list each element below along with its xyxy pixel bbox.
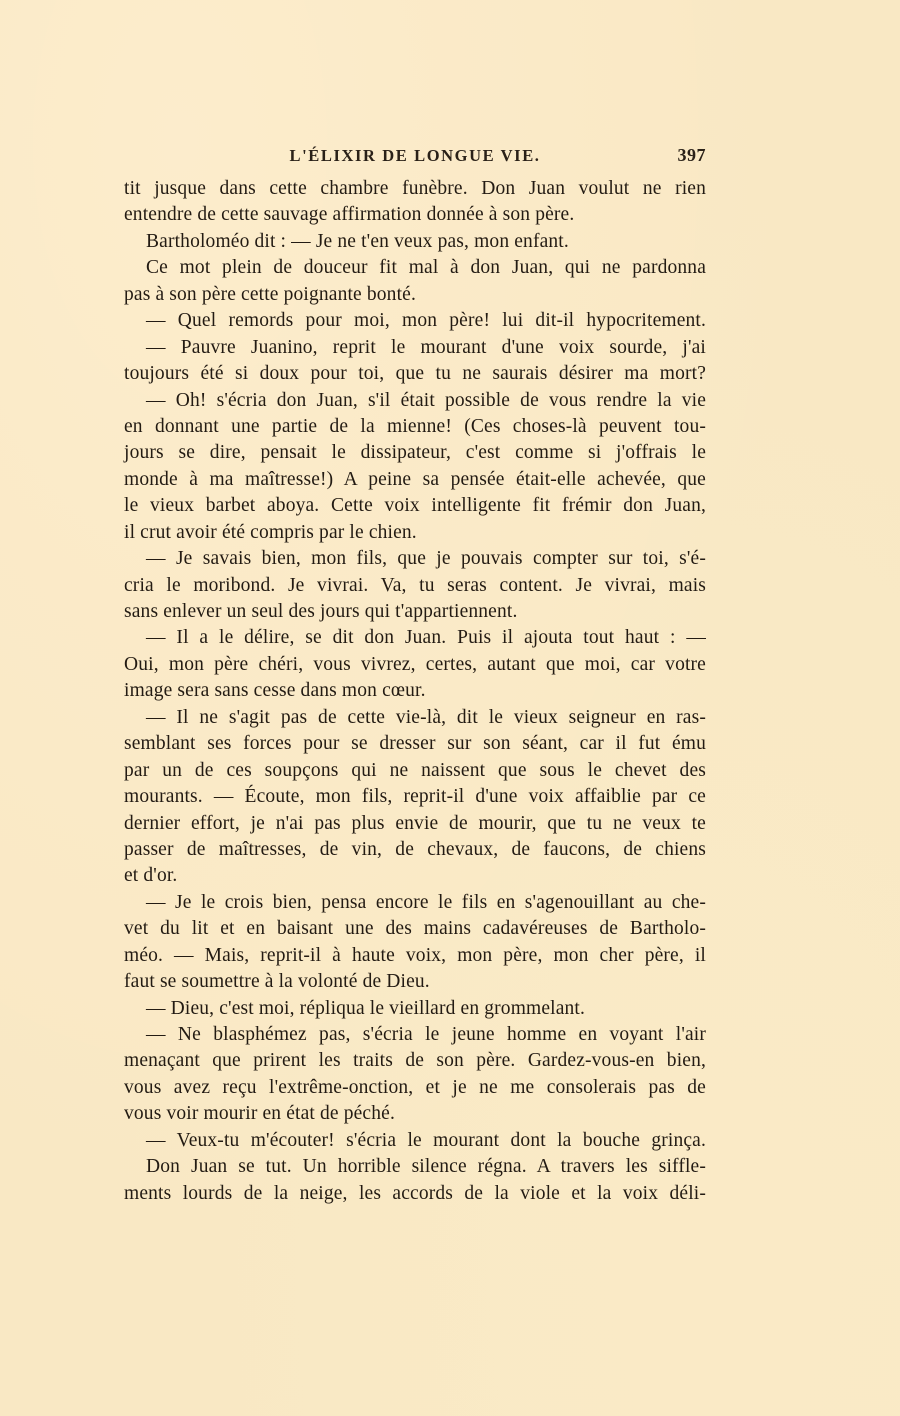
text-line: ments lourds de la neige, les accords de la viole et la voix déli-	[124, 1182, 706, 1204]
text-line: faut se soumettre à la volonté de Dieu.	[124, 971, 430, 993]
book-page	[124, 142, 706, 1207]
text-line: — Oh! s'écria don Juan, s'il était possible de vous rendre la vie	[146, 389, 706, 411]
text-line: menaçant que prirent les traits de son père. Gardez-vous-en bien,	[124, 1050, 706, 1072]
text-line: Oui, mon père chéri, vous vivrez, certes, autant que moi, car votre	[124, 653, 706, 675]
page-number: 397	[677, 145, 706, 165]
text-line: entendre de cette sauvage affirmation donnée à son père.	[124, 204, 575, 226]
text-line: Bartholoméo dit : — Je ne t'en veux pas, mon enfant.	[146, 230, 569, 252]
text-line: — Pauvre Juanino, reprit le mourant d'une voix sourde, j'ai	[146, 336, 706, 358]
text-line: — Quel remords pour moi, mon père! lui dit-il hypocritement.	[146, 310, 706, 332]
text-line: — Je savais bien, mon fils, que je pouvais compter sur toi, s'é-	[146, 548, 706, 570]
text-line: en donnant une partie de la mienne! (Ces choses-là peuvent tou-	[124, 415, 706, 437]
text-line: Ce mot plein de douceur fit mal à don Juan, qui ne pardonna	[146, 257, 706, 279]
text-line: — Veux-tu m'écouter! s'écria le mourant dont la bouche grinça.	[146, 1129, 706, 1151]
body-text	[124, 176, 706, 1207]
text-line: sans enlever un seul des jours qui t'appartiennent.	[124, 601, 518, 622]
text-line: tit jusque dans cette chambre funèbre. Don Juan voulut ne rien	[124, 178, 706, 199]
text-line: monde à ma maîtresse!) A peine sa pensée était-elle achevée, que	[124, 468, 706, 490]
running-header	[124, 142, 706, 176]
text-line: — Je le crois bien, pensa encore le fils en s'agenouillant au che-	[146, 891, 706, 913]
text-line: Don Juan se tut. Un horrible silence régna. A travers les siffle-	[146, 1156, 706, 1178]
text-line: vet du lit et en baisant une des mains cadavéreuses de Bartholo-	[124, 918, 706, 940]
text-line: — Il a le délire, se dit don Juan. Puis il ajouta tout haut : —	[146, 627, 706, 649]
text-line: méo. — Mais, reprit-il à haute voix, mon père, mon cher père, il	[124, 944, 706, 966]
text-line: semblant ses forces pour se dresser sur son séant, car il fut ému	[124, 733, 706, 755]
text-line: vous voir mourir en état de péché.	[124, 1103, 395, 1125]
text-line: il crut avoir été compris par le chien.	[124, 521, 417, 543]
text-line: passer de maîtresses, de vin, de chevaux, de faucons, de chiens	[124, 838, 706, 860]
running-title: L'ÉLIXIR DE LONGUE VIE.	[289, 146, 541, 165]
text-line: mourants. — Écoute, mon fils, reprit-il d'une voix affaiblie par ce	[124, 786, 706, 808]
text-line: dernier effort, je n'ai pas plus envie de mourir, que tu ne veux te	[124, 812, 706, 834]
text-line: vous avez reçu l'extrême-onction, et je ne me consolerais pas de	[124, 1076, 706, 1098]
text-line: — Dieu, c'est moi, répliqua le vieillard en grommelant.	[146, 997, 586, 1019]
text-line: — Il ne s'agit pas de cette vie-là, dit le vieux seigneur en ras-	[146, 706, 706, 728]
text-line: par un de ces soupçons qui ne naissent que sous le chevet des	[124, 759, 706, 781]
text-line: image sera sans cesse dans mon cœur.	[124, 680, 426, 702]
text-line: — Ne blasphémez pas, s'écria le jeune homme en voyant l'air	[146, 1024, 706, 1045]
text-line: et d'or.	[124, 865, 178, 887]
text-line: le vieux barbet aboya. Cette voix intelligente fit frémir don Juan,	[124, 495, 706, 517]
text-line: pas à son père cette poignante bonté.	[124, 283, 416, 305]
text-line: jours se dire, pensait le dissipateur, c'est comme si j'offrais le	[124, 442, 706, 464]
text-line: toujours été si doux pour toi, que tu ne saurais désirer ma mort?	[124, 363, 706, 385]
text-line: cria le moribond. Je vivrai. Va, tu seras content. Je vivrai, mais	[124, 574, 706, 596]
